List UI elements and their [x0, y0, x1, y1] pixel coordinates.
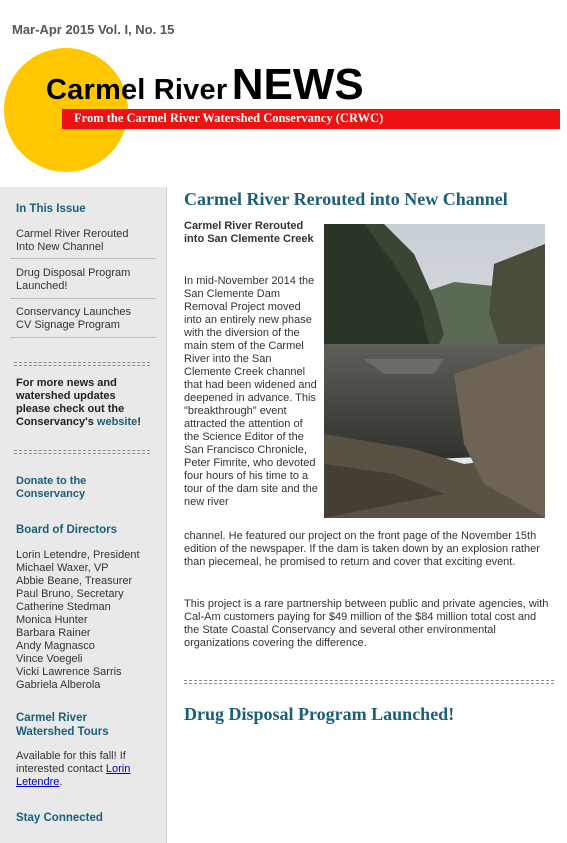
article1-para-wide: channel. He featured our project on the front page of the November 15th edition of the newspaper. If the dam is taken down by an explosion rather than piecemeal, he promised to return and cover that exciting event.	[184, 530, 540, 568]
masthead-title	[46, 60, 364, 110]
masthead-title-part2: NEWS	[231, 60, 364, 109]
river-photo-image	[324, 224, 545, 518]
in-this-issue-heading: In This Issue	[16, 203, 86, 215]
tours-heading: Carmel River Watershed Tours	[16, 712, 109, 738]
board-member: Lorin Letendre, President	[16, 549, 140, 561]
issue-link-drug-disposal[interactable]: Drug Disposal Program Launched!	[16, 267, 131, 292]
issue-line: Mar-Apr 2015 Vol. I, No. 15	[12, 22, 175, 37]
lorin-letendre-link[interactable]: Lorin Letendre	[16, 763, 131, 788]
tours-text: Available for this fall! If interested contact	[16, 750, 126, 775]
article-wavy-divider	[184, 680, 554, 684]
tours-text-end: .	[59, 776, 63, 788]
article1-para2: This project is a rare partnership between public and private agencies, with Cal-Am customers paying for $49 million of the $84 million total cost and the State Coastal Conservancy and several other environmental organizations covering the difference.	[184, 598, 549, 649]
board-member: Vicki Lawrence Sarris	[16, 666, 122, 678]
board-member: Paul Bruno, Secretary	[16, 588, 124, 600]
donate-block	[16, 475, 146, 501]
board-member: Andy Magnasco	[16, 640, 95, 652]
sidebar-wavy-divider	[14, 450, 150, 454]
website-link[interactable]: website	[96, 416, 138, 428]
more-news-text: For more news and watershed updates please check out the Conservancy's	[16, 377, 125, 428]
sidebar-divider	[10, 298, 156, 299]
board-member: Barbara Rainer	[16, 627, 91, 639]
article1-para-narrow: In mid-November 2014 the San Clemente Dam Removal Project moved into an entirely new phase with the diversion of the main stem of the Carmel River into the San Clemente Creek channel that had been widened and deepened in advance. This "breakthrough" event attracted the attention of the Science Editor of the San Francisco Chronicle, Peter Fimrite, who devoted four hours of his time to a tour of the dam site and the new river	[184, 275, 318, 508]
board-member: Monica Hunter	[16, 614, 88, 626]
tours-text-block	[16, 750, 146, 789]
sidebar-divider	[10, 337, 156, 338]
masthead-title-part1: Carmel River	[46, 74, 228, 106]
issue-link-rerouted[interactable]: Carmel River Rerouted Into New Channel	[16, 228, 129, 253]
donate-link[interactable]: Donate to the Conservancy	[16, 475, 87, 500]
board-heading: Board of Directors	[16, 524, 117, 536]
sidebar-divider	[10, 258, 156, 259]
board-member: Catherine Stedman	[16, 601, 111, 613]
sidebar	[0, 187, 167, 843]
more-news-end: !	[137, 416, 141, 428]
board-member: Gabriela Alberola	[16, 679, 101, 691]
more-news-block	[16, 377, 146, 429]
tagline-text: From the Carmel River Watershed Conservancy (CRWC)	[74, 111, 384, 125]
article1-headline: Carmel River Rerouted into New Channel	[184, 189, 508, 209]
board-member: Vince Voegeli	[16, 653, 83, 665]
sidebar-wavy-divider	[14, 362, 150, 366]
board-list	[16, 549, 140, 692]
article1-subhead: Carmel River Rerouted into San Clemente Creek	[184, 220, 314, 245]
article2-headline: Drug Disposal Program Launched!	[184, 704, 455, 724]
issue-link-signage[interactable]: Conservancy Launches CV Signage Program	[16, 306, 131, 331]
river-photo	[324, 224, 545, 518]
tagline-banner	[62, 109, 560, 129]
stay-connected-heading: Stay Connected	[16, 812, 103, 824]
board-member: Michael Waxer, VP	[16, 562, 109, 574]
board-member: Abbie Beane, Treasurer	[16, 575, 133, 587]
